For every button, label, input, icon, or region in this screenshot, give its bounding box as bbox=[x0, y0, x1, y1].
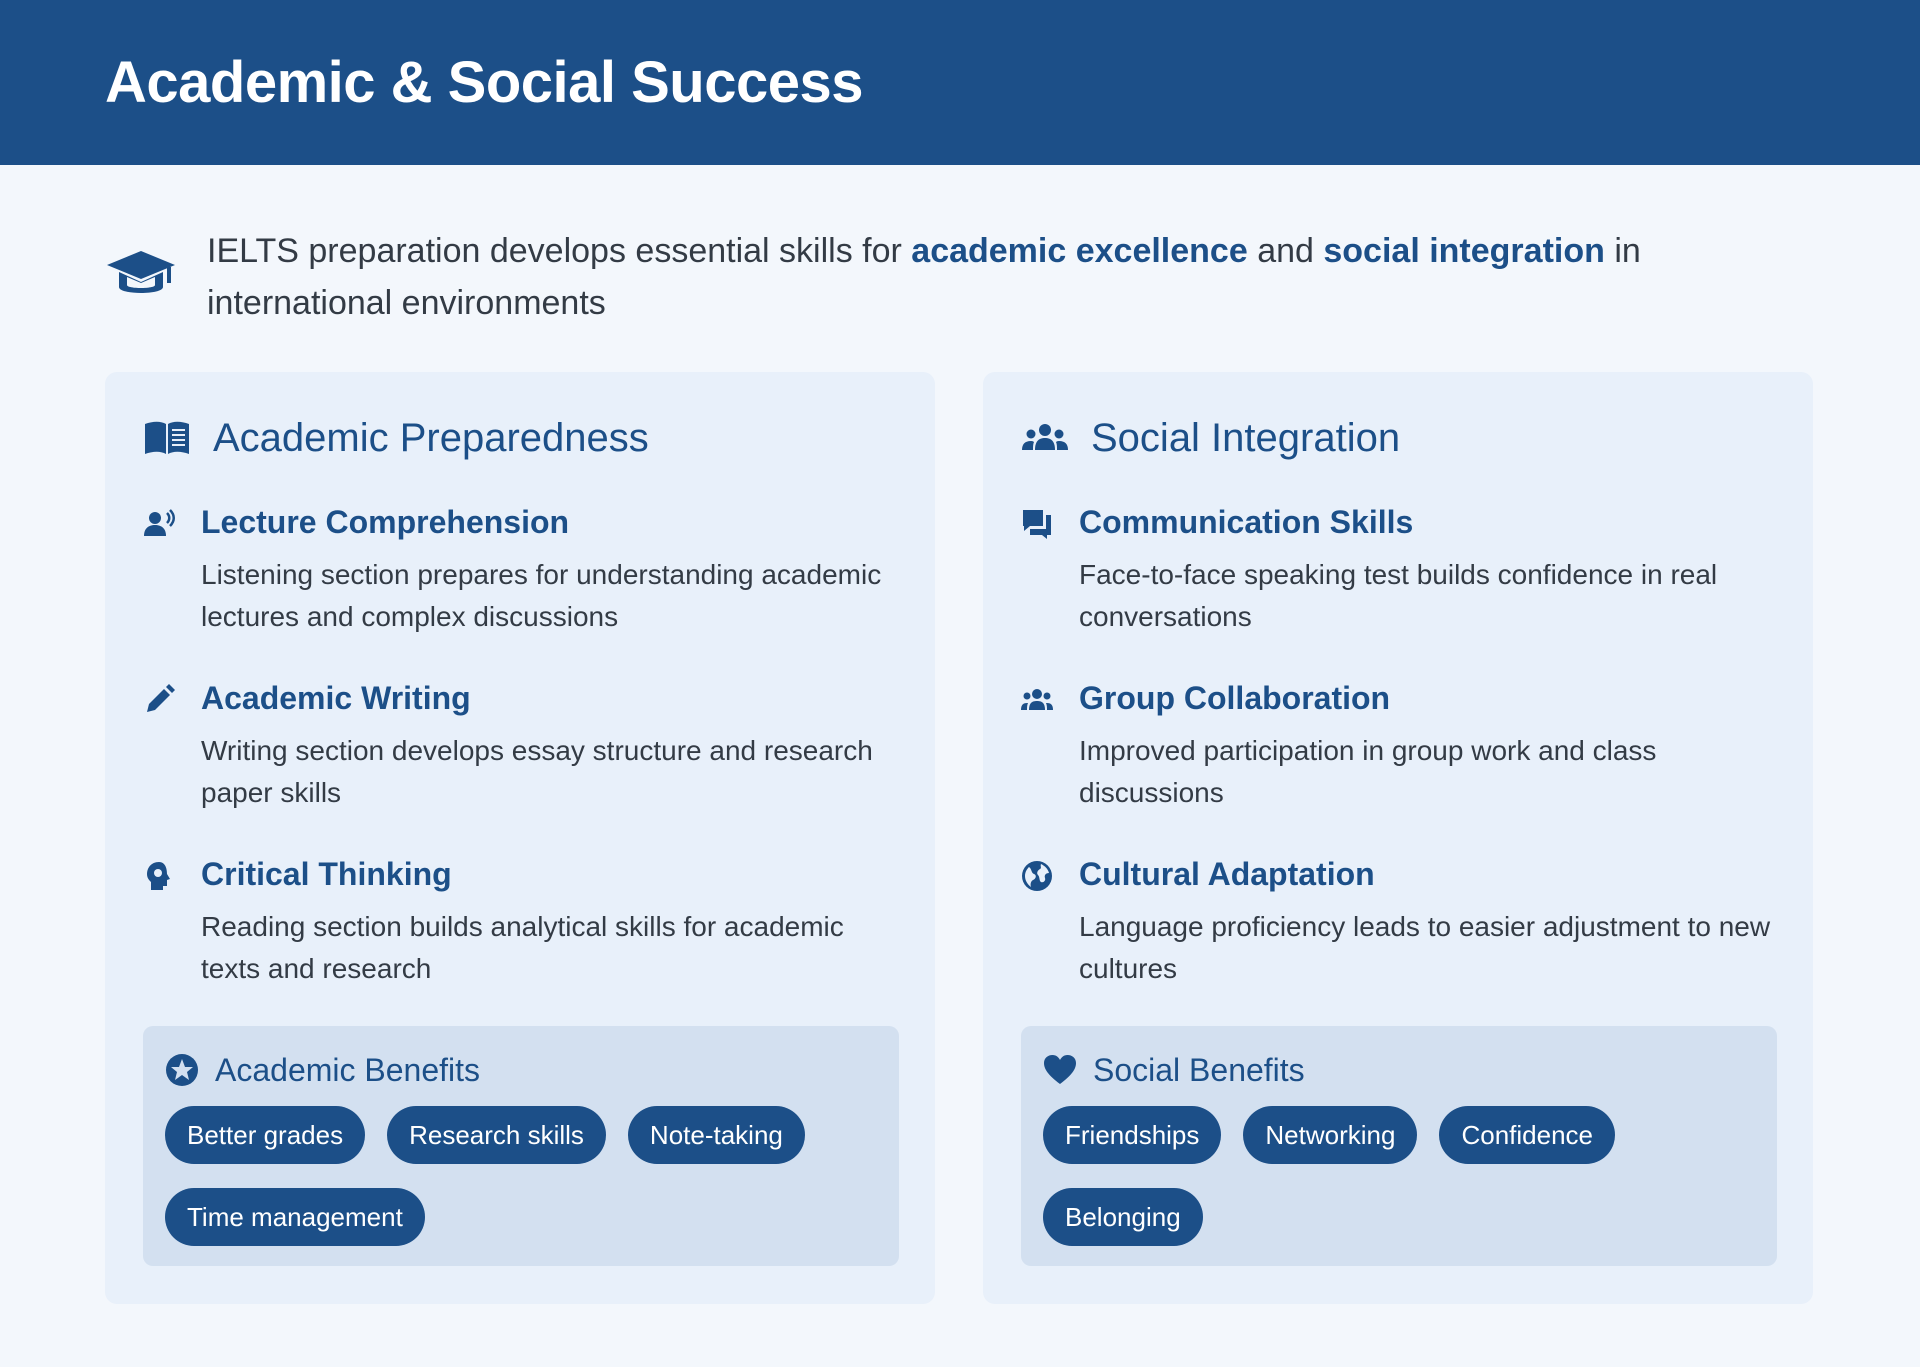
intro-text bbox=[207, 225, 1805, 329]
card-title bbox=[143, 412, 649, 464]
item-description: Language proficiency leads to easier adjustment to new cultures bbox=[1079, 911, 1771, 984]
benefit-tag: Research skills bbox=[387, 1106, 606, 1164]
benefit-tags bbox=[1043, 1106, 1763, 1246]
item-description: Reading section builds analytical skills for academic texts and research bbox=[201, 911, 844, 984]
highlight-social-integration: social integration bbox=[1323, 232, 1605, 270]
academic-title: Academic Preparedness bbox=[213, 416, 649, 460]
head-gear-icon bbox=[143, 860, 175, 892]
intro-text-part: and bbox=[1247, 232, 1324, 270]
speaking-person-icon bbox=[143, 508, 175, 540]
item-title: Cultural Adaptation bbox=[1079, 856, 1375, 892]
item-description: Writing section develops essay structure and research paper skills bbox=[201, 735, 873, 808]
benefit-tags bbox=[165, 1106, 885, 1246]
chat-bubbles-icon bbox=[1021, 508, 1053, 540]
benefit-tag: Friendships bbox=[1043, 1106, 1221, 1164]
item-title: Academic Writing bbox=[201, 680, 471, 716]
social-benefits-panel bbox=[1021, 1026, 1777, 1266]
page-title: Academic & Social Success bbox=[105, 50, 864, 115]
benefits-header bbox=[1043, 1048, 1305, 1092]
globe-icon bbox=[1021, 860, 1053, 892]
item-description: Improved participation in group work and class discussions bbox=[1079, 735, 1657, 808]
pencil-icon bbox=[143, 684, 175, 716]
benefit-tag: Networking bbox=[1243, 1106, 1417, 1164]
star-icon bbox=[165, 1053, 199, 1087]
benefit-tag: Confidence bbox=[1439, 1106, 1615, 1164]
group-icon bbox=[1021, 684, 1053, 716]
intro bbox=[105, 225, 1805, 329]
social-title: Social Integration bbox=[1091, 416, 1401, 460]
social-integration-card bbox=[983, 372, 1813, 1304]
item-title: Critical Thinking bbox=[201, 856, 452, 892]
benefit-tag: Time management bbox=[165, 1188, 425, 1246]
item-description: Listening section prepares for understanding academic lectures and complex discussions bbox=[201, 559, 882, 632]
item-description: Face-to-face speaking test builds confidence in real conversations bbox=[1079, 559, 1718, 632]
academic-benefits-panel bbox=[143, 1026, 899, 1266]
benefits-title: Academic Benefits bbox=[215, 1052, 481, 1088]
item-title: Lecture Comprehension bbox=[201, 504, 570, 540]
benefit-tag: Belonging bbox=[1043, 1188, 1203, 1246]
item-title: Group Collaboration bbox=[1079, 680, 1391, 716]
benefit-tag: Better grades bbox=[165, 1106, 365, 1164]
benefit-tag: Note-taking bbox=[628, 1106, 805, 1164]
header-banner bbox=[0, 0, 1920, 165]
academic-preparedness-card bbox=[105, 372, 935, 1304]
intro-text-part: IELTS preparation develops essential skills for bbox=[207, 232, 912, 270]
graduation-cap-icon bbox=[105, 247, 177, 307]
intro-text-part: in international environments bbox=[207, 232, 1641, 322]
heart-icon bbox=[1043, 1053, 1077, 1087]
users-icon bbox=[1021, 418, 1069, 458]
card-title bbox=[1021, 412, 1400, 464]
open-book-icon bbox=[143, 418, 191, 458]
item-title: Communication Skills bbox=[1079, 504, 1414, 540]
benefits-title: Social Benefits bbox=[1093, 1052, 1305, 1088]
benefits-header bbox=[165, 1048, 480, 1092]
highlight-academic-excellence: academic excellence bbox=[911, 232, 1248, 270]
